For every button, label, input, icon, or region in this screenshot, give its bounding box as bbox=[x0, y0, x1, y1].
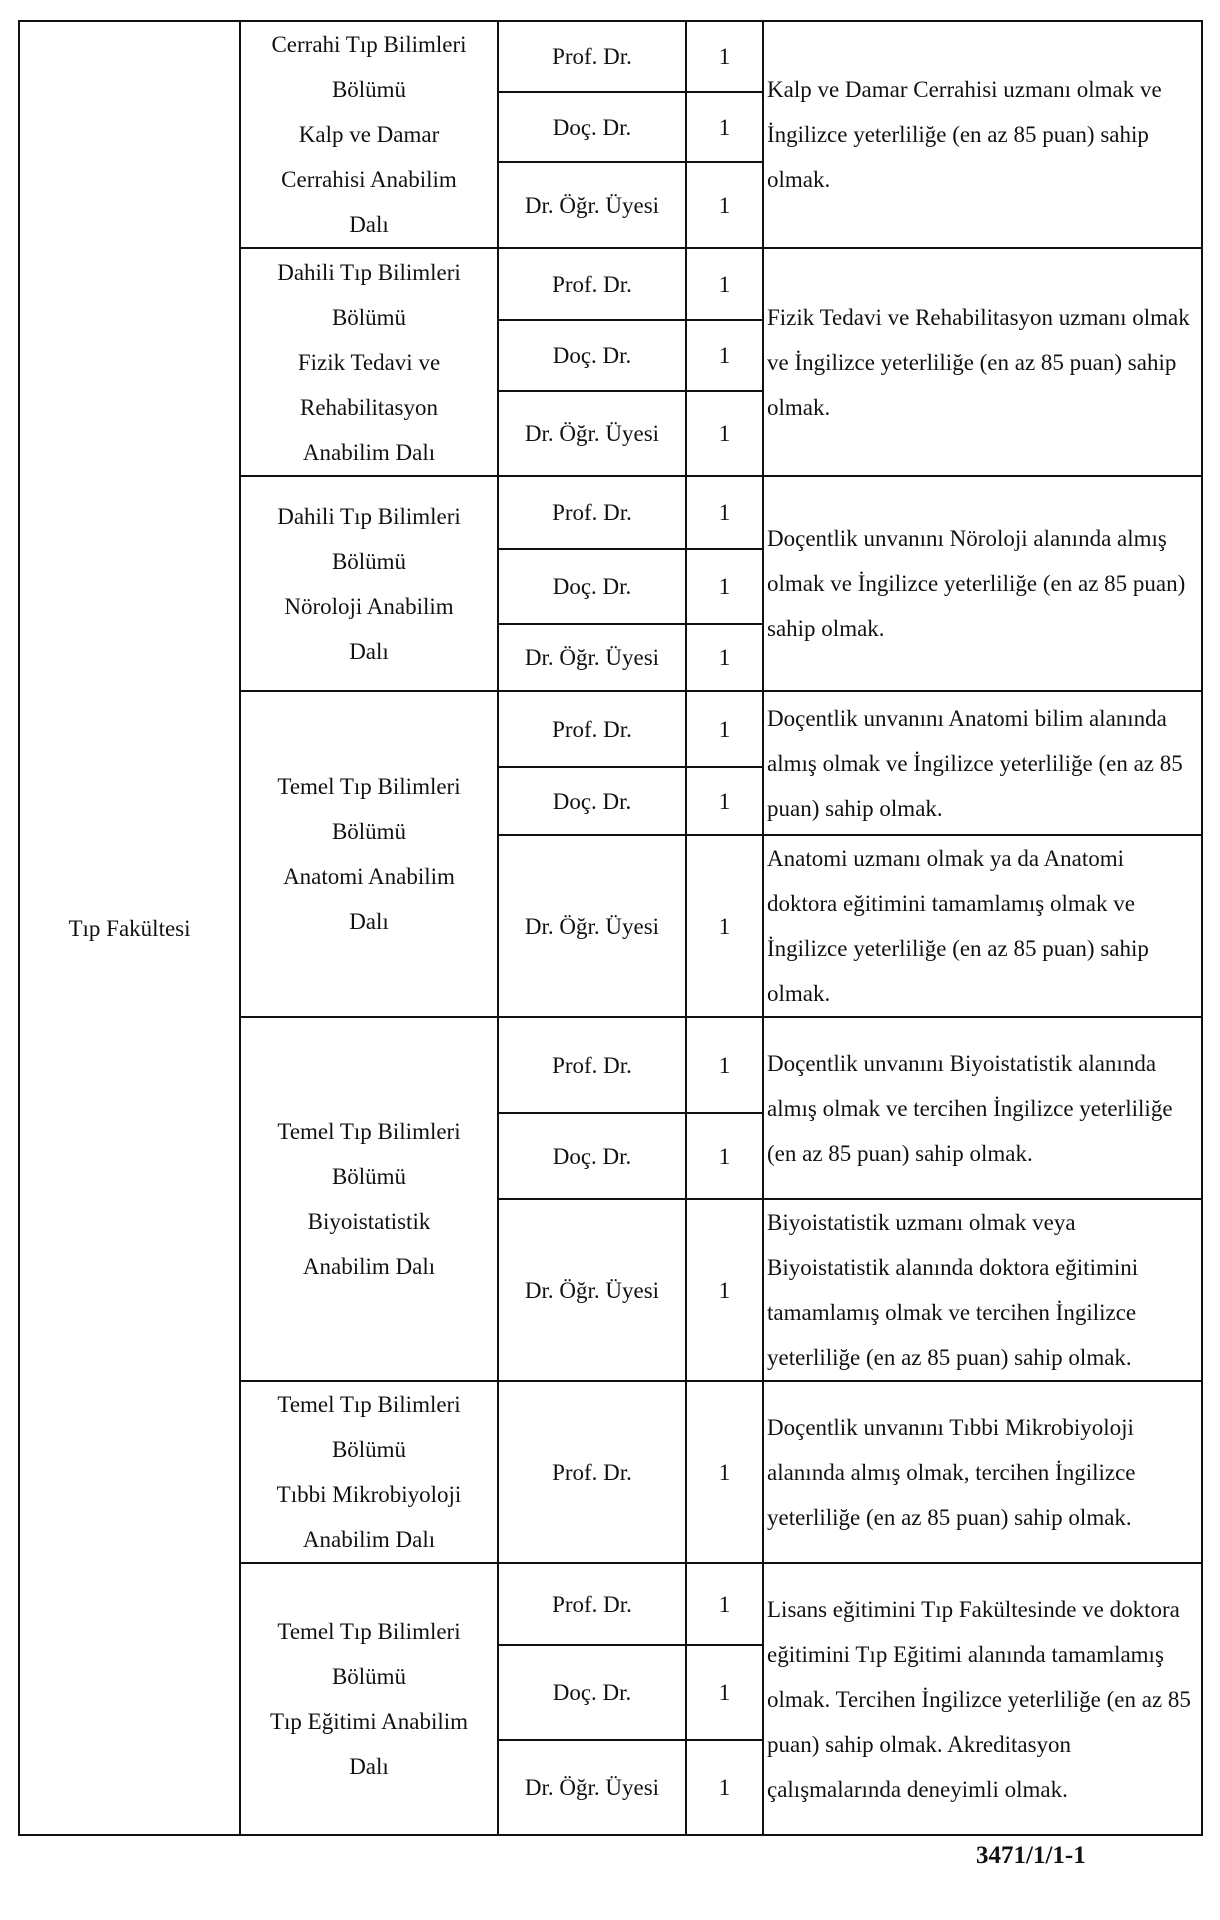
position-title: Prof. Dr. bbox=[498, 248, 686, 320]
position-count: 1 bbox=[686, 1199, 763, 1381]
position-title: Prof. Dr. bbox=[498, 21, 686, 92]
department-line: Rehabilitasyon bbox=[300, 394, 438, 420]
position-count: 1 bbox=[686, 92, 763, 162]
department-line: Dalı bbox=[349, 212, 389, 237]
department-line: Fizik Tedavi ve bbox=[297, 349, 441, 375]
position-title: Prof. Dr. bbox=[498, 1563, 686, 1645]
department-line: Nöroloji Anabilim bbox=[284, 593, 454, 619]
position-count: 1 bbox=[686, 1740, 763, 1835]
position-title: Prof. Dr. bbox=[498, 1017, 686, 1113]
department-line: Cerrahisi Anabilim bbox=[281, 167, 457, 192]
department-line: Temel Tıp Bilimleri bbox=[277, 1119, 461, 1144]
position-title: Dr. Öğr. Üyesi bbox=[498, 391, 686, 476]
position-title: Dr. Öğr. Üyesi bbox=[498, 162, 686, 248]
position-count: 1 bbox=[686, 476, 763, 549]
department-line: Dalı bbox=[349, 909, 389, 934]
position-count: 1 bbox=[686, 1645, 763, 1740]
department-line: Anabilim Dalı bbox=[302, 439, 436, 465]
position-title: Doç. Dr. bbox=[498, 549, 686, 624]
department-line: Kalp ve Damar bbox=[298, 122, 440, 147]
department-cell bbox=[240, 21, 498, 248]
position-count: 1 bbox=[686, 691, 763, 767]
qualification-cell: Biyoistatistik uzmanı olmak veya Biyoistatistik alanında doktora eğitimini tamamlamış olmak ve tercihen İngilizce yeterliliğe (en az 85 puan) sahip olmak. bbox=[763, 1199, 1202, 1381]
position-count: 1 bbox=[686, 1563, 763, 1645]
position-count: 1 bbox=[686, 248, 763, 320]
department-cell bbox=[240, 691, 498, 1017]
position-title: Doç. Dr. bbox=[498, 320, 686, 391]
position-title: Doç. Dr. bbox=[498, 1645, 686, 1740]
department-line: Bölümü bbox=[331, 819, 407, 844]
department-line: Cerrahi Tıp Bilimleri bbox=[271, 32, 467, 57]
department-line: Bölümü bbox=[331, 1164, 407, 1189]
qualification-cell: Doçentlik unvanını Biyoistatistik alanında almış olmak ve tercihen İngilizce yeterliliğe (en az 85 puan) sahip olmak. bbox=[763, 1017, 1202, 1199]
department-line: Anabilim Dalı bbox=[302, 1254, 436, 1279]
department-line: Tıbbi Mikrobiyoloji bbox=[276, 1482, 462, 1507]
position-title: Prof. Dr. bbox=[498, 1381, 686, 1563]
position-count: 1 bbox=[686, 1113, 763, 1199]
position-count: 1 bbox=[686, 549, 763, 624]
position-title: Dr. Öğr. Üyesi bbox=[498, 1740, 686, 1835]
department-line: Temel Tıp Bilimleri bbox=[277, 774, 461, 799]
department-line: Bölümü bbox=[331, 304, 407, 330]
department-line: Bölümü bbox=[331, 1664, 407, 1689]
qualification-cell: Anatomi uzmanı olmak ya da Anatomi doktora eğitimini tamamlamış olmak ve İngilizce yeterliliğe (en az 85 puan) sahip olmak. bbox=[763, 835, 1202, 1017]
staff-positions-table bbox=[18, 20, 1203, 1836]
department-line: Dahili Tıp Bilimleri bbox=[277, 503, 461, 529]
department-line: Bölümü bbox=[331, 548, 407, 574]
department-cell bbox=[240, 1563, 498, 1835]
department-cell bbox=[240, 248, 498, 476]
position-title: Doç. Dr. bbox=[498, 92, 686, 162]
document-code: 3471/1/1-1 bbox=[976, 1842, 1086, 1869]
position-count: 1 bbox=[686, 162, 763, 248]
position-title: Dr. Öğr. Üyesi bbox=[498, 835, 686, 1017]
department-line: Tıp Eğitimi Anabilim bbox=[269, 1709, 469, 1734]
position-title: Prof. Dr. bbox=[498, 691, 686, 767]
faculty-cell: Tıp Fakültesi bbox=[19, 21, 240, 1835]
position-title: Doç. Dr. bbox=[498, 1113, 686, 1199]
position-title: Dr. Öğr. Üyesi bbox=[498, 1199, 686, 1381]
position-count: 1 bbox=[686, 835, 763, 1017]
qualification-cell: Doçentlik unvanını Anatomi bilim alanında almış olmak ve İngilizce yeterliliğe (en az 85 puan) sahip olmak. bbox=[763, 691, 1202, 835]
position-count: 1 bbox=[686, 320, 763, 391]
department-line: Anatomi Anabilim bbox=[283, 864, 455, 889]
position-count: 1 bbox=[686, 1381, 763, 1563]
position-count: 1 bbox=[686, 624, 763, 691]
department-line: Dalı bbox=[349, 638, 389, 664]
department-line: Temel Tıp Bilimleri bbox=[277, 1392, 461, 1417]
qualification-cell: Fizik Tedavi ve Rehabilitasyon uzmanı olmak ve İngilizce yeterliliğe (en az 85 puan) sahip olmak. bbox=[763, 248, 1202, 476]
department-line: Dalı bbox=[349, 1754, 389, 1779]
department-cell bbox=[240, 1017, 498, 1381]
qualification-cell: Lisans eğitimini Tıp Fakültesinde ve doktora eğitimini Tıp Eğitimi alanında tamamlamış olmak. Tercihen İngilizce yeterliliğe (en az 85 puan) sahip olmak. Akreditasyon çalışmalarında deneyimli olmak. bbox=[763, 1563, 1202, 1835]
department-line: Temel Tıp Bilimleri bbox=[277, 1619, 461, 1644]
department-line: Anabilim Dalı bbox=[302, 1527, 436, 1552]
qualification-cell: Doçentlik unvanını Nöroloji alanında almış olmak ve İngilizce yeterliliğe (en az 85 puan) sahip olmak. bbox=[763, 476, 1202, 691]
position-count: 1 bbox=[686, 1017, 763, 1113]
position-title: Doç. Dr. bbox=[498, 767, 686, 835]
department-line: Bölümü bbox=[331, 77, 407, 102]
department-line: Biyoistatistik bbox=[307, 1209, 431, 1234]
position-count: 1 bbox=[686, 391, 763, 476]
department-line: Dahili Tıp Bilimleri bbox=[277, 259, 461, 285]
position-title: Prof. Dr. bbox=[498, 476, 686, 549]
department-cell bbox=[240, 1381, 498, 1563]
department-cell bbox=[240, 476, 498, 691]
qualification-cell: Doçentlik unvanını Tıbbi Mikrobiyoloji alanında almış olmak, tercihen İngilizce yeterliliğe (en az 85 puan) sahip olmak. bbox=[763, 1381, 1202, 1563]
table-row bbox=[19, 21, 1202, 92]
department-line: Bölümü bbox=[331, 1437, 407, 1462]
qualification-cell: Kalp ve Damar Cerrahisi uzmanı olmak ve İngilizce yeterliliğe (en az 85 puan) sahip olmak. bbox=[763, 21, 1202, 248]
position-title: Dr. Öğr. Üyesi bbox=[498, 624, 686, 691]
position-count: 1 bbox=[686, 767, 763, 835]
position-count: 1 bbox=[686, 21, 763, 92]
